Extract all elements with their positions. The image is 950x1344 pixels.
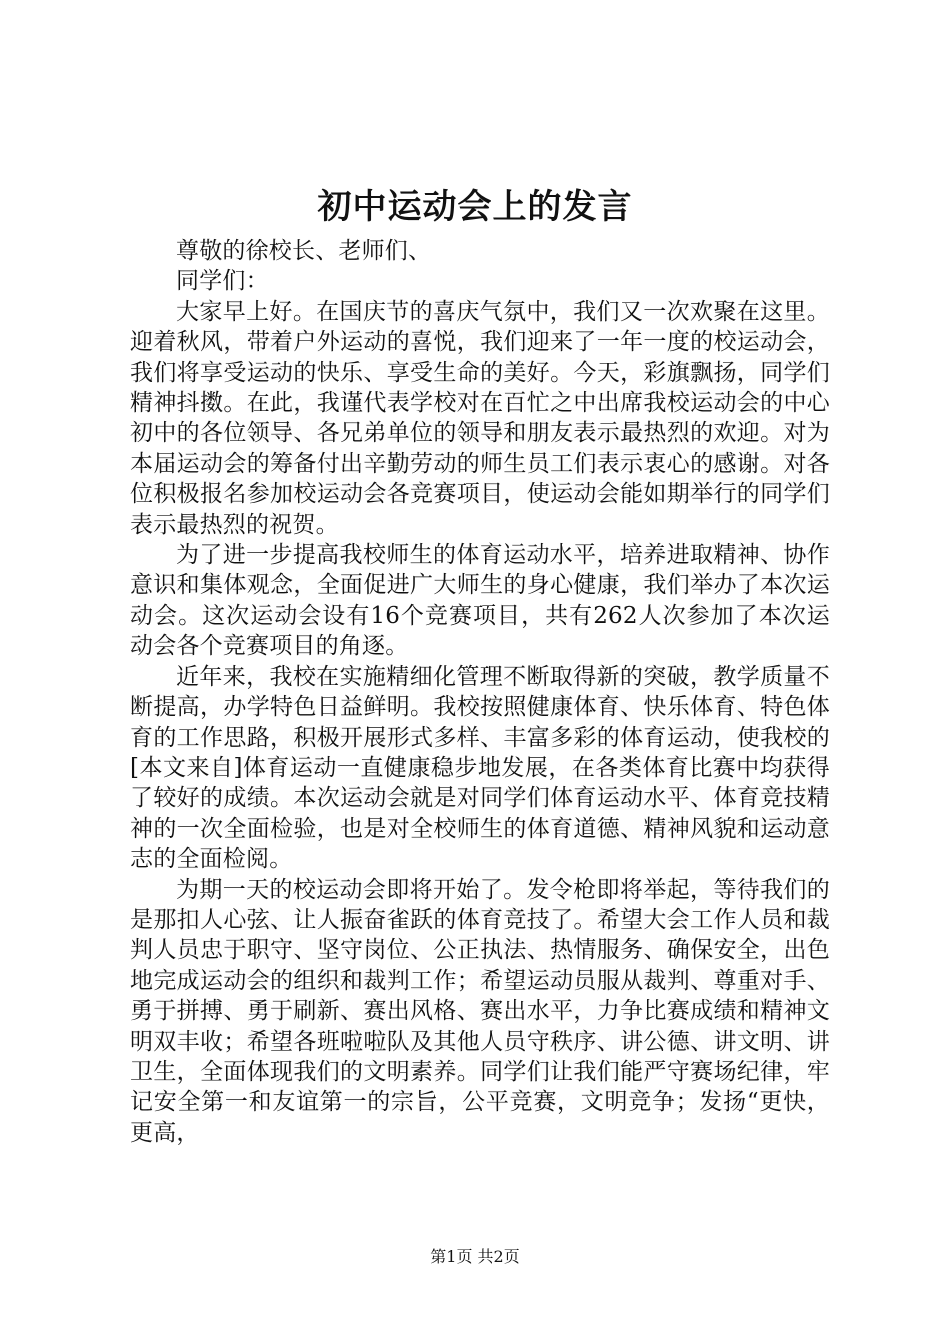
body-paragraph: 为期一天的校运动会即将开始了。发令枪即将举起，等待我们的是那扣人心弦、让人振奋雀跃的体育竞技了。希望大会工作人员和裁判人员忠于职守、坚守岗位、公正执法、热情服务、确保安全，出色地完成运动会的组织和裁判工作；希望运动员服从裁判、尊重对手、勇于拼搏、勇于刷新、赛出风格、赛出水平，力争比赛成绩和精神文明双丰收；希望各班啦啦队及其他人员守秩序、讲公德、讲文明、讲卫生，全面体现我们的文明素养。同学们让我们能严守赛场纪律，牢记安全第一和友谊第一的宗旨，公平竞赛，文明竞争；发扬“更快，更高， xyxy=(130,876,830,1146)
body-paragraph: 为了进一步提高我校师生的体育运动水平，培养进取精神、协作意识和集体观念，全面促进广大师生的身心健康，我们举办了本次运动会。这次运动会设有16个竞赛项目，共有262人次参加了本次运动会各个竞赛项目的角逐。 xyxy=(130,542,830,660)
document-body xyxy=(130,236,830,1148)
salutation-line: 尊敬的徐校长、老师们、 xyxy=(176,238,432,264)
salutation-line: 同学们： xyxy=(176,268,269,295)
page-footer: 第1页 共2页 xyxy=(430,1247,520,1266)
body-paragraph: 近年来，我校在实施精细化管理不断取得新的突破，教学质量不断提高，办学特色日益鲜明。我校按照健康体育、快乐体育、特色体育的工作思路，积极开展形式多样、丰富多彩的体育运动，使我校的[本文来自]体育运动一直健康稳步地发展，在各类体育比赛中均获得了较好的成绩。本次运动会就是对同学们体育运动水平、体育竞技精神的一次全面检验，也是对全校师生的体育道德、精神风貌和运动意志的全面检阅。 xyxy=(130,663,830,873)
body-paragraph: 大家早上好。在国庆节的喜庆气氛中，我们又一次欢聚在这里。迎着秋风，带着户外运动的喜悦，我们迎来了一年一度的校运动会，我们将享受运动的快乐、享受生命的美好。今天，彩旗飘扬，同学们精神抖擞。在此，我谨代表学校对在百忙之中出席我校运动会的中心初中的各位领导、各兄弟单位的领导和朋友表示最热烈的欢迎。对为本届运动会的筹备付出辛勤劳动的师生员工们表示衷心的感谢。对各位积极报名参加校运动会各竞赛项目，使运动会能如期举行的同学们表示最热烈的祝贺。 xyxy=(130,298,830,538)
document-title: 初中运动会上的发言 xyxy=(317,187,633,227)
